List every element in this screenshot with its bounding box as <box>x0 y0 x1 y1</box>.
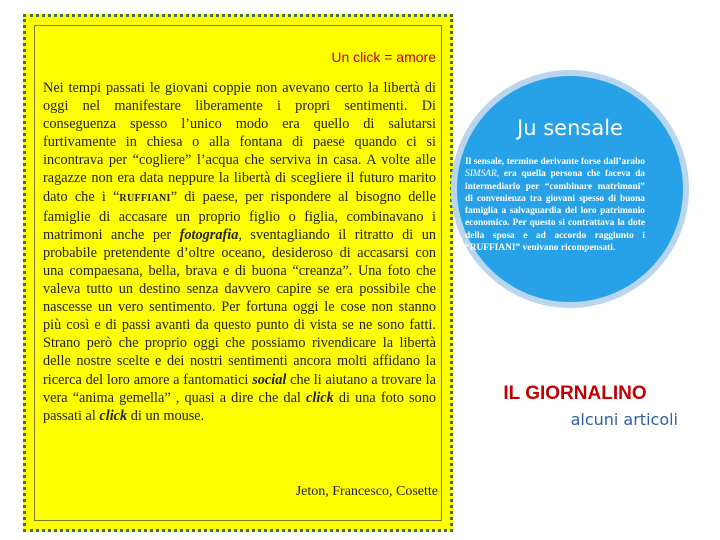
article-text-fotografia: fotografia <box>179 226 239 243</box>
article-text-part: , sventagliando il ritratto di un probabile pretendente d’oltre oceano, desideroso di accasarsi con una compaesana, bella, brava e di buona “creanza”. Una foto che valeva tutto un destino senza davvero capire se era possibile che nascesse un vero sentimento. Per fortuna oggi le cose non stanno più così e di passi avanti da questo punto di vista se ne sono fatti. Strano però che proprio oggi che possiamo rivendicare la libertà delle nostre scelte e dei nostri sentimenti ancora molti affidano la ricerca del loro amore a fantomatici <box>43 226 437 388</box>
article-text-click: click <box>306 389 334 406</box>
giornalino-title: IL GIORNALINO <box>503 383 647 404</box>
circle-text-part: era quella persona che faceva da intermediario per “combinare matrimoni” di convenienza tra giovani spesso di buona famiglia a salvaguardia del loro patrimonio economico. Per questo si contrattava la dote della sposa e ad accordo raggiunto i “RUFFIANI” venivano ricompensati. <box>465 169 645 254</box>
article-text-click: click <box>99 407 128 424</box>
circle-title: Ju sensale <box>517 116 623 140</box>
article-authors: Jeton, Francesco, Cosette <box>295 484 438 499</box>
article-text-part: di una foto sono passati al <box>43 389 436 424</box>
article-text-social: social <box>252 371 287 388</box>
circle-text-part: Il sensale, termine derivante forse dall’arabo <box>465 157 645 167</box>
article-text-part: ” di paese, per rispondere al bisogno delle famiglie di accasare un proprio figlio o figlia, combinavano i matrimoni anche per <box>43 188 436 243</box>
article-text-part: di un mouse. <box>127 407 205 424</box>
article-box <box>23 14 453 532</box>
article-text-ruffiani: RUFFIANI <box>119 192 171 204</box>
article-title: Un click = amore <box>331 49 436 65</box>
article-text-part: Nei tempi passati le giovani coppie non avevano certo la libertà di oggi nel manifestare liberamente i propri sentimenti. Di conseguenza spesso l’unico modo era quello di salutarsi furtivamente in chiesa o alla fontana di paese quando ci si incontrava per “cogliere” l’acqua che serviva in casa. A volte alle ragazze non era data neppure la libertà di scegliere il futuro marito dato che i “ <box>43 80 436 205</box>
article-text-part: che li aiutano a trovare la vera “anima gemella” , quasi a dire che dal <box>43 371 436 406</box>
circle-text <box>465 156 645 254</box>
sensale-circle <box>451 70 689 308</box>
article-body <box>43 79 436 425</box>
circle-text-simsar: SIMSAR, <box>465 169 500 180</box>
giornalino-subtitle: alcuni articoli <box>570 410 678 429</box>
